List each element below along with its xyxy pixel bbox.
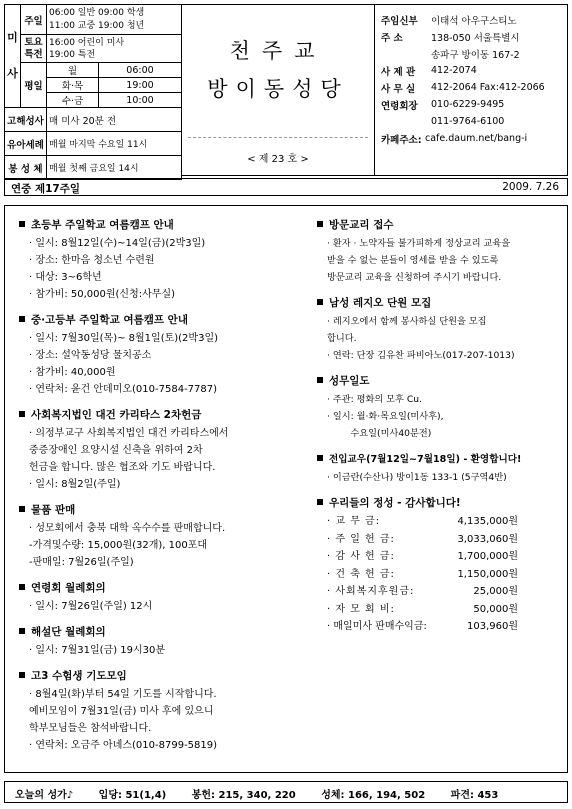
contact-value: 010-6229-9495 <box>431 99 505 110</box>
donations-section <box>317 494 567 636</box>
section-title <box>19 623 309 642</box>
announcement-section <box>317 294 567 364</box>
section-item: · 일시: 7월31일(금) 19시30분 <box>29 645 166 656</box>
announcement-section <box>19 623 309 659</box>
hymn-offertory: 봉헌: 215, 340, 220 <box>191 790 296 801</box>
weekday-time: 10:00 <box>99 93 182 108</box>
section-item: -가격및수량: 15,000원(32개), 100포대 <box>29 540 208 551</box>
donation-amount: 1,150,000원 <box>457 568 518 580</box>
title-divider <box>188 137 368 138</box>
section-item: 합니다. <box>327 333 357 344</box>
section-item: · 의정부교구 사회복지법인 대건 카리타스에서 <box>29 428 229 439</box>
contact-row <box>381 79 567 96</box>
announcement-section <box>19 216 309 303</box>
section-item: 방문교리 교육을 신청하여 주시기 바랍니다. <box>327 272 502 283</box>
section-title-text: 연령회 월례회의 <box>31 582 106 594</box>
hymn-recessional: 파견: 453 <box>450 790 499 801</box>
square-bullet-icon <box>317 377 323 383</box>
left-column <box>19 216 309 762</box>
donation-label: · 매일미사 판매수익금: <box>327 621 427 632</box>
section-item: · 일시: 7월26일(주일) 12시 <box>29 601 153 612</box>
contact-row <box>381 96 567 113</box>
square-bullet-icon <box>19 672 25 678</box>
donation-amount: 1,700,000원 <box>457 551 518 562</box>
donation-row <box>317 513 567 531</box>
announcement-section <box>317 216 567 286</box>
announcements-panel <box>4 205 568 773</box>
sunday-line-1: 06:00 일반 09:00 학생 <box>49 7 145 18</box>
confession-label: 고해성사 <box>5 108 47 132</box>
section-item: · 연락처: 윤건 안데미오(010-7584-7787) <box>29 384 218 395</box>
section-item: 헌금을 합니다. 많은 협조와 기도 바랍니다. <box>29 462 216 473</box>
section-item: · 일시: 8월12일(수)~14일(금)(2박3일) <box>29 238 206 249</box>
contact-value: 011-9764-6100 <box>431 116 505 127</box>
section-item: · 일시: 7월30일(목)~ 8월1일(토)(2박3일) <box>29 333 219 344</box>
section-item: · 환자 · 노약자들 불가피하게 정상교리 교육을 <box>327 238 511 249</box>
contact-row <box>381 113 567 130</box>
section-item: · 참가비: 40,000원 <box>29 367 116 378</box>
section-title <box>19 216 309 235</box>
section-item: · 성모회에서 충북 대학 옥수수를 판매합니다. <box>29 523 226 534</box>
contact-row <box>381 45 567 62</box>
contact-row <box>381 130 567 147</box>
section-title <box>19 579 309 598</box>
section-title <box>317 450 567 469</box>
section-item: · 대상: 3~6학년 <box>29 272 102 283</box>
confession-value: 매 미사 20분 전 <box>47 108 182 132</box>
hymn-label: 오늘의 성가♪ <box>15 790 74 801</box>
section-title <box>19 406 309 425</box>
hymn-communion: 성체: 166, 194, 502 <box>321 790 426 801</box>
donation-label: · 자 모 회 비: <box>327 603 395 615</box>
contact-row <box>381 28 567 45</box>
square-bullet-icon <box>317 455 323 461</box>
mass-label-1: 미 <box>7 31 18 44</box>
donation-row <box>317 548 567 566</box>
contact-key: 사 제 관 <box>381 66 416 78</box>
square-bullet-icon <box>19 628 25 634</box>
section-item: · 8월4일(화)부터 54일 기도를 시작합니다. <box>29 689 217 700</box>
section-title-text: 성무일도 <box>329 375 370 387</box>
contact-key: 연령회장 <box>381 100 418 112</box>
donation-row <box>317 531 567 549</box>
contact-box <box>375 4 568 176</box>
announcement-section <box>317 450 567 486</box>
weekday-time: 19:00 <box>99 78 182 93</box>
section-title-text: 사회복지법인 대건 카리타스 2차헌금 <box>31 409 202 421</box>
section-title-text: 초등부 주일학교 여름캠프 안내 <box>31 219 174 231</box>
contact-value: 이태석 아우구스티노 <box>431 15 517 27</box>
section-title-text: 물품 판매 <box>31 504 76 516</box>
saturday-label <box>21 35 47 63</box>
square-bullet-icon <box>317 221 323 227</box>
square-bullet-icon <box>19 221 25 227</box>
bulletin-header <box>4 4 568 176</box>
sacrament-value: 매월 첫째 금요일 14시 <box>47 156 182 180</box>
liturgical-week: 연중 제17주일 <box>11 183 80 195</box>
announcement-section <box>19 311 309 398</box>
square-bullet-icon <box>317 499 323 505</box>
section-item: · 이금란(수산나) 방이1동 133-1 (5구역4반) <box>327 472 507 483</box>
hymn-entrance: 입당: 51(1,4) <box>98 790 167 801</box>
section-title <box>317 494 567 513</box>
section-item: · 연락처: 오금주 아녜스(010-8799-5819) <box>29 740 218 751</box>
hymn-footer <box>4 781 568 803</box>
contact-value: 송파구 방이동 167-2 <box>431 49 520 61</box>
section-title-text: 남성 레지오 단원 모집 <box>329 297 432 309</box>
bulletin-date: 2009. 7.26 <box>502 181 559 193</box>
weekday-label: 평일 <box>21 63 47 108</box>
announcement-section <box>19 667 309 754</box>
square-bullet-icon <box>19 411 25 417</box>
section-title <box>317 294 567 313</box>
mass-label <box>5 5 21 108</box>
announcement-section <box>19 501 309 571</box>
title-line-2: 방이동성당 <box>207 77 349 101</box>
saturday-times <box>47 35 182 63</box>
section-title <box>19 501 309 520</box>
section-item: · 일시: 월·화·목요일(미사후), <box>327 411 444 422</box>
section-title <box>317 216 567 235</box>
square-bullet-icon <box>19 506 25 512</box>
donation-amount: 50,000원 <box>473 603 518 615</box>
section-title-text: 해설단 월례회의 <box>31 626 106 638</box>
contact-value: cafe.daum.net/bang-i <box>425 133 528 144</box>
donation-amount: 4,135,000원 <box>457 516 518 527</box>
donation-row <box>317 583 567 601</box>
donation-row <box>317 618 567 636</box>
mass-schedule-table <box>4 4 182 180</box>
square-bullet-icon <box>19 316 25 322</box>
announcement-section <box>19 579 309 615</box>
section-item: 예비모임이 7월31일(금) 미사 후에 있으니 <box>29 706 214 717</box>
contact-key: 주 소 <box>381 32 403 44</box>
section-item: · 장소: 한마음 청소년 수련원 <box>29 255 155 266</box>
donation-amount: 25,000원 <box>473 586 518 597</box>
section-item: 중증장애인 요양시설 신축을 위하여 2차 <box>29 445 203 456</box>
donation-amount: 3,033,060원 <box>457 533 518 545</box>
contact-value: 412-2074 <box>431 65 477 76</box>
saturday-label-1: 토요 <box>24 36 43 48</box>
section-title <box>19 311 309 330</box>
weekday-day: 화·목 <box>47 78 99 93</box>
announcement-section <box>317 372 567 442</box>
section-title-text: 전입교우(7월12일~7월18일) - 환영합니다! <box>329 454 522 465</box>
weekday-time: 06:00 <box>99 63 182 78</box>
saturday-line-1: 16:00 어린이 미사 <box>49 37 125 48</box>
contact-value: 412-2064 Fax:412-2066 <box>431 82 545 93</box>
title-line-1: 천주교 <box>229 39 327 63</box>
weekday-day: 월 <box>47 63 99 78</box>
donation-label: · 주 일 헌 금: <box>327 533 395 545</box>
contact-value: 138-050 서울특별시 <box>431 32 520 44</box>
baptism-value: 매월 마지막 수요일 11시 <box>47 132 182 156</box>
donation-row <box>317 601 567 619</box>
hymn-list <box>15 786 498 801</box>
sunday-times <box>47 5 182 35</box>
sacrament-label: 봉 성 체 <box>5 156 47 180</box>
section-item: 받을 수 없는 분들이 영세를 받을 수 있도록 <box>327 255 499 266</box>
section-item: 학부모님들은 참석바랍니다. <box>29 723 152 734</box>
section-item: · 참가비: 50,000원(신청:사무실) <box>29 289 176 300</box>
sunday-line-2: 11:00 교중 19:00 청년 <box>49 20 145 31</box>
contact-key: 주임신부 <box>381 15 418 27</box>
announcement-section <box>19 406 309 493</box>
section-item: · 연락: 단장 김유찬 파비아노(017-207-1013) <box>327 350 515 361</box>
mass-label-2: 사 <box>7 67 18 80</box>
donation-label: · 건 축 헌 금: <box>327 568 395 580</box>
contact-key: 사 무 실 <box>381 83 416 95</box>
section-item: · 일시: 8월2일(주일) <box>29 479 121 490</box>
section-title-text: 방문교리 접수 <box>329 219 394 231</box>
donation-label: · 사회복지후원금: <box>327 586 415 597</box>
baptism-label: 유아세례 <box>5 132 47 156</box>
donation-label: · 감 사 헌 금: <box>327 551 395 562</box>
issue-number: < 제 23 호 > <box>247 154 309 165</box>
square-bullet-icon <box>317 299 323 305</box>
section-title-text: 중·고등부 주일학교 여름캠프 안내 <box>31 314 188 326</box>
contact-row <box>381 11 567 28</box>
title-box <box>182 4 375 176</box>
donation-row <box>317 566 567 584</box>
liturgical-week-bar <box>4 178 568 196</box>
contact-key: 카페주소: <box>381 134 422 146</box>
section-item: 수요일(미사40분전) <box>327 428 432 439</box>
right-column <box>317 216 567 644</box>
section-title <box>19 667 309 686</box>
section-item: · 장소: 설악동성당 물치공소 <box>29 350 152 361</box>
square-bullet-icon <box>19 584 25 590</box>
section-item: · 주관: 평화의 모후 Cu. <box>327 394 422 405</box>
section-item: · 레지오에서 함께 봉사하실 단원을 모집 <box>327 316 487 327</box>
sunday-label: 주일 <box>21 5 47 35</box>
weekday-day: 수·금 <box>47 93 99 108</box>
section-title <box>317 372 567 391</box>
donation-amount: 103,960원 <box>466 621 518 632</box>
donation-label: · 교 무 금: <box>327 516 381 527</box>
section-title-text: 우리들의 정성 - 감사합니다! <box>329 497 461 509</box>
section-item: -판매일: 7월26일(주일) <box>29 557 134 568</box>
section-title-text: 고3 수험생 기도모임 <box>31 670 127 682</box>
contact-row <box>381 62 567 79</box>
saturday-label-2: 특전 <box>24 48 43 60</box>
saturday-line-2: 19:00 특전 <box>49 49 96 60</box>
